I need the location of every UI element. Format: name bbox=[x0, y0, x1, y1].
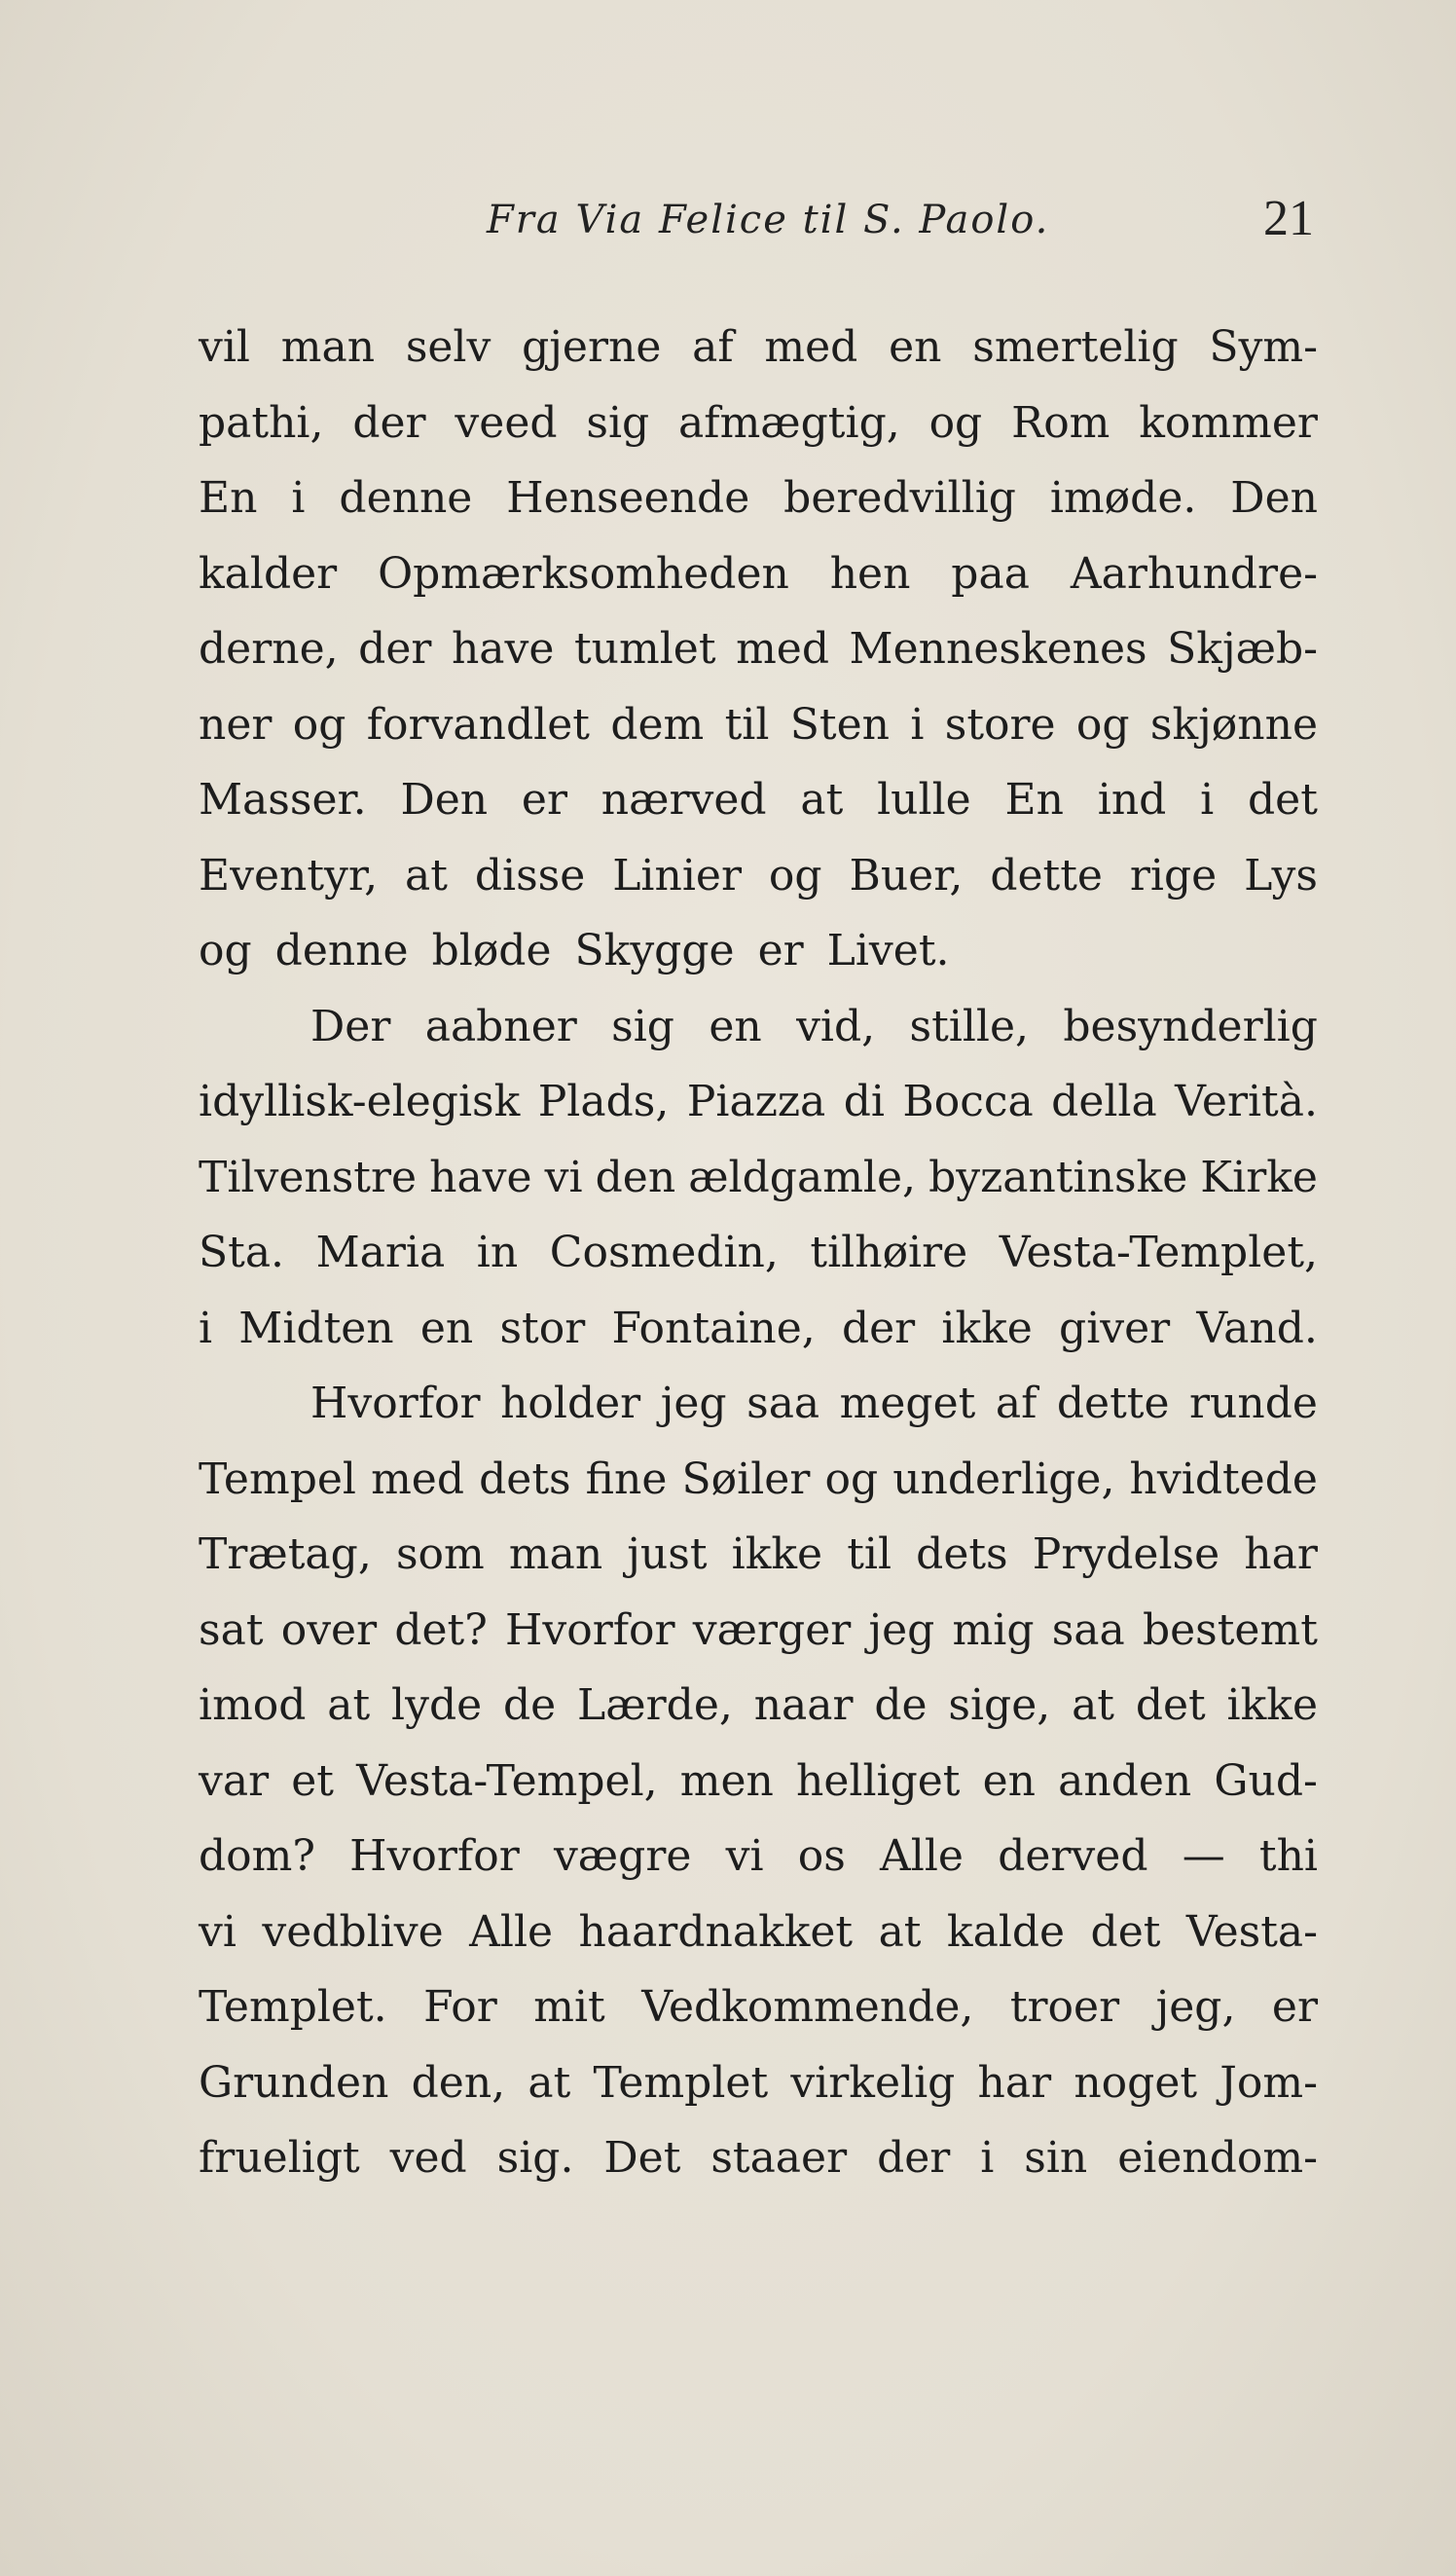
page-number: 21 bbox=[1263, 191, 1314, 246]
text-line: kalder Opmærksomheden hen paa Aarhundre- bbox=[199, 548, 1318, 599]
text-line: dom? Hvorfor vægre vi os Alle derved — thi bbox=[199, 1831, 1318, 1881]
text-line: i Midten en stor Fontaine, der ikke giver Vand. bbox=[199, 1303, 1318, 1353]
body-text bbox=[199, 310, 1318, 2196]
page-header bbox=[0, 190, 1456, 258]
text-line: sat over det? Hvorfor værger jeg mig saa bestemt bbox=[199, 1604, 1318, 1655]
text-line: vi vedblive Alle haardnakket at kalde det Vesta- bbox=[199, 1906, 1318, 1957]
text-line: derne, der have tumlet med Menneskenes Skjæb- bbox=[199, 624, 1318, 674]
paragraph-start-line: Hvorfor holder jeg saa meget af dette runde bbox=[310, 1379, 1318, 1428]
text-line: Eventyr, at disse Linier og Buer, dette rige Lys bbox=[199, 850, 1318, 901]
text-line: og denne bløde Skygge er Livet. bbox=[199, 926, 950, 975]
text-line: Trætag, som man just ikke til dets Prydelse har bbox=[199, 1529, 1318, 1579]
text-line: En i denne Henseende beredvillig imøde. Den bbox=[199, 473, 1318, 523]
text-line: Tilvenstre have vi den ældgamle, byzantinske Kirke bbox=[199, 1152, 1318, 1202]
running-title: Fra Via Felice til S. Paolo. bbox=[487, 198, 1050, 242]
text-line: Grunden den, at Templet virkelig har noget Jom- bbox=[199, 2057, 1318, 2108]
text-line: ner og forvandlet dem til Sten i store og skjønne bbox=[199, 699, 1318, 750]
text-line: Masser. Den er nærved at lulle En ind i det bbox=[199, 775, 1318, 825]
text-line: imod at lyde de Lærde, naar de sige, at det ikke bbox=[199, 1680, 1318, 1730]
text-line: vil man selv gjerne af med en smertelig Sym- bbox=[199, 322, 1318, 372]
text-line: pathi, der veed sig afmægtig, og Rom kommer bbox=[199, 397, 1318, 448]
text-line: idyllisk-elegisk Plads, Piazza di Bocca della Verità. bbox=[199, 1077, 1318, 1126]
text-line: frueligt ved sig. Det staaer der i sin eiendom- bbox=[199, 2133, 1318, 2183]
paragraph-start-line: Der aabner sig en vid, stille, besynderlig bbox=[310, 1001, 1318, 1051]
text-line: var et Vesta-Tempel, men helliget en anden Gud- bbox=[199, 1755, 1318, 1806]
text-line: Tempel med dets fine Søiler og underlige, hvidtede bbox=[199, 1454, 1318, 1504]
text-line: Templet. For mit Vedkommende, troer jeg, er bbox=[199, 1982, 1318, 2032]
text-line: Sta. Maria in Cosmedin, tilhøire Vesta-Templet, bbox=[199, 1228, 1318, 1277]
